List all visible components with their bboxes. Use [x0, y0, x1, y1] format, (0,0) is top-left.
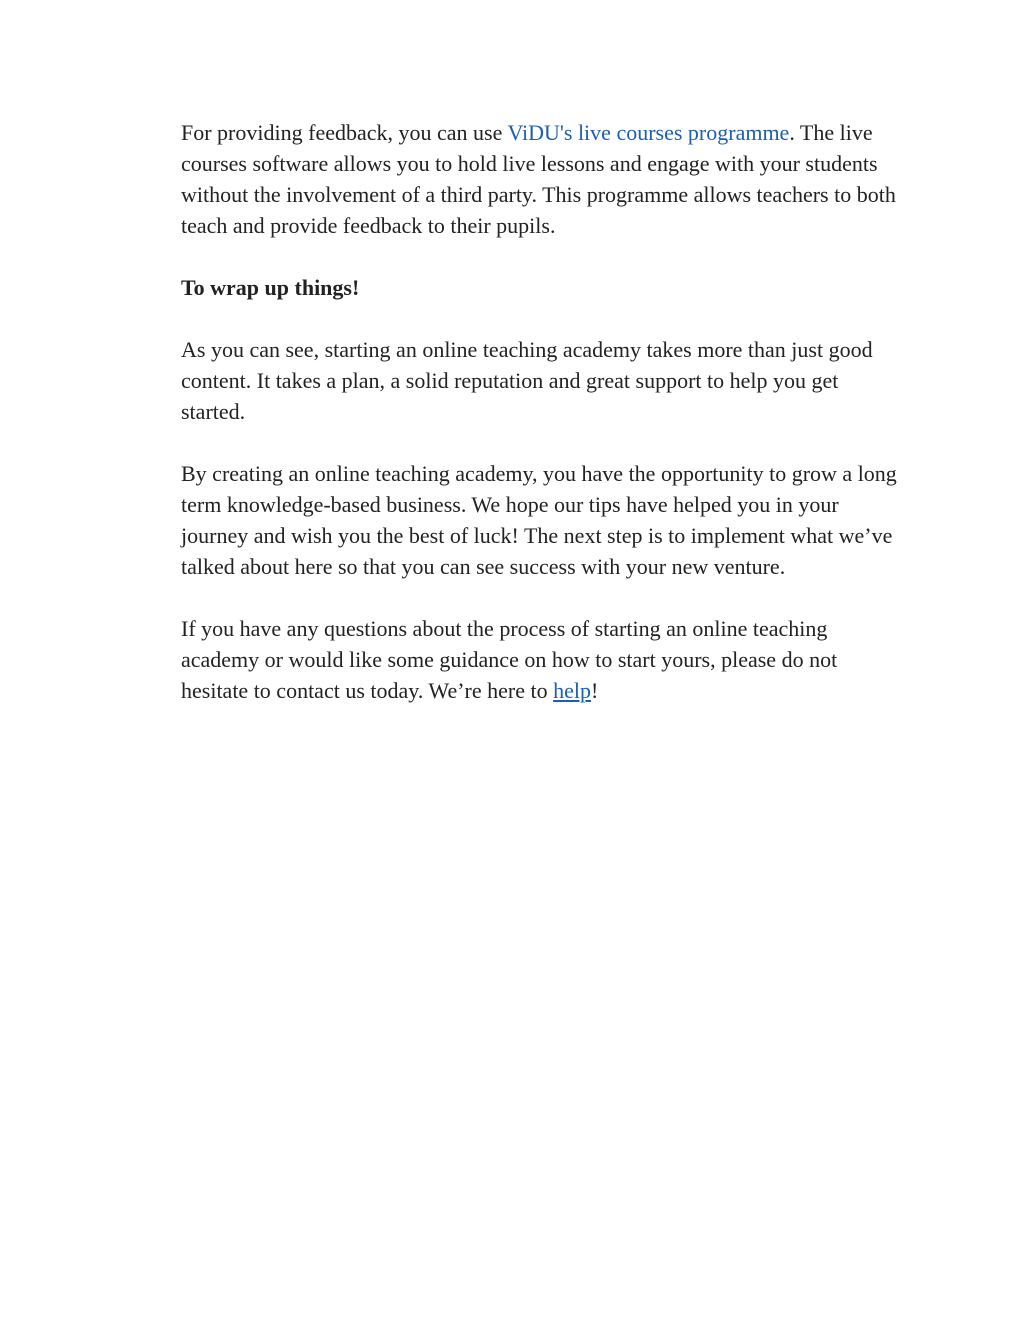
feedback-paragraph: [181, 117, 906, 241]
feedback-text-end: . The live courses software allows you to hold live lessons and engage with your students without the involvement of a third party. This programme allows teachers to both teach and provide feedback to their pupils.: [181, 120, 896, 238]
feedback-text-start: For providing feedback, you can use: [181, 120, 508, 145]
vidu-live-courses-link[interactable]: ViDU's live courses programme: [507, 120, 790, 145]
academy-paragraph: By creating an online teaching academy, you have the opportunity to grow a long term knowledge-based business. We hope our tips have helped you in your journey and wish you the best of luck! The next step is to implement what we’ve talked about here so that you can see success with your new venture.: [181, 461, 897, 579]
summary-paragraph: As you can see, starting an online teaching academy takes more than just good content. It takes a plan, a solid reputation and great support to help you get started.: [181, 337, 873, 424]
document-page: [181, 117, 906, 737]
contact-paragraph: [181, 613, 906, 706]
contact-text-end: !: [590, 678, 599, 703]
section-heading: To wrap up things!: [181, 275, 360, 300]
contact-text-start: If you have any questions about the process of starting an online teaching academy or would like some guidance on how to start yours, please do not hesitate to contact us today. We’re here to: [181, 616, 838, 703]
help-link[interactable]: help: [553, 678, 591, 703]
